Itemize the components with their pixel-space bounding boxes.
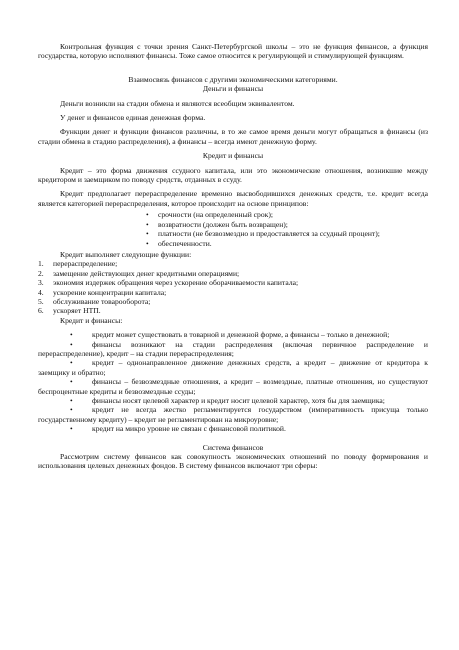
paragraph-credit-redistribution: Кредит предполагает перераспределение временно высвободившихся денежных средств, т.е. кредит всегда является категорией перераспределения, которое происходит на основе принципов: bbox=[38, 189, 428, 208]
list-item: 4. ускорение концентрации капитала; bbox=[38, 287, 167, 297]
list-item: 1. перераспределение; bbox=[38, 259, 118, 269]
principles-list bbox=[38, 210, 428, 248]
paragraph-credit-definition: Кредит – это форма движения ссудного капитала, или это экономические отношения, возникшие между кредитором и заемщиком по поводу средств, отданных в ссуду. bbox=[38, 165, 428, 185]
bullet-icon: • bbox=[70, 339, 73, 349]
list-item: 5. обслуживание товарооборота; bbox=[38, 296, 151, 306]
comparison-item: • кредит может существовать в товарной и денежной форме, а финансы – только в денежной; bbox=[70, 330, 390, 340]
bullet-icon: • bbox=[70, 424, 73, 434]
comparison-item: • кредит – однонаправленное движение денежных средств, а кредит – движение от кредитора к заемщику и обратно; bbox=[38, 358, 428, 377]
functions-list bbox=[38, 259, 428, 315]
list-item: • возвратности (должен быть возвращен); bbox=[146, 219, 288, 229]
list-item: 6. ускоряет НТП. bbox=[38, 306, 101, 316]
bullet-icon: • bbox=[146, 210, 149, 220]
bullet-icon: • bbox=[146, 219, 149, 229]
section-title-finance-system: Система финансов bbox=[202, 442, 264, 452]
bullet-icon: • bbox=[70, 330, 73, 340]
section-title-relations: Взаимосвязь финансов с другими экономическими категориями. bbox=[128, 74, 338, 84]
intro-paragraph: Контрольная функция с точки зрения Санкт-Петербургской школы – это не функция финансов, а функция государства, которую исполняют финансы. Тоже самое относится к регулирующей и стимулирующей функциям. bbox=[38, 42, 428, 61]
document-body bbox=[38, 42, 428, 471]
bullet-icon: • bbox=[70, 377, 73, 387]
paragraph-money-origin: Деньги возникли на стадии обмена и являются всеобщим эквивалентом. bbox=[60, 98, 295, 108]
list-item: • платности (не безвозмездно и предоставляется за ссудный процент); bbox=[146, 229, 380, 239]
bullet-icon: • bbox=[146, 238, 149, 248]
functions-intro: Кредит выполняет следующие функции: bbox=[60, 249, 192, 259]
bullet-icon: • bbox=[146, 229, 149, 239]
comparison-item: • финансы носят целевой характер и кредит носит целевой характер, хотя бы для заемщика; bbox=[70, 396, 385, 405]
paragraph-money-functions: Функции денег и функции финансов различны, в то же самое время деньги могут обращаться в финансы (из стадии обмена в стадию распределения), а финансы – всегда имеют денежную форму. bbox=[38, 127, 428, 146]
subsection-title-money-finance: Деньги и финансы bbox=[202, 84, 264, 94]
list-item: 3. экономия издержек обращения через ускорение оборачиваемости капитала; bbox=[38, 278, 299, 288]
credit-and-finance-heading: Кредит и финансы: bbox=[60, 315, 123, 325]
comparison-item: • финансы – безвозмездные отношения, а кредит – возмездные, платные отношения, но существуют беспроцентные кредиты и безвозмездные ссуды; bbox=[38, 377, 428, 396]
list-item: • срочности (на определенный срок); bbox=[146, 210, 273, 220]
bullet-icon: • bbox=[70, 405, 73, 415]
list-item: 2. замещение действующих денег кредитными операциями; bbox=[38, 268, 240, 278]
comparison-item: • финансы возникают на стадии распределения (включая первичное распределение и перераспределение), кредит – на стадии перераспределения; bbox=[38, 339, 428, 358]
paragraph-money-form: У денег и финансов единая денежная форма. bbox=[60, 113, 206, 123]
paragraph-finance-system: Рассмотрим систему финансов как совокупность экономических отношений по поводу формирования и использования целевых денежных фондов. В систему финансов включают три сферы: bbox=[38, 452, 428, 471]
comparison-item: • кредит не всегда жестко регламентируется государством (императивность присуща только государственному кредиту) – кредит не регламентирован на микроуровне; bbox=[38, 405, 428, 424]
comparison-item: • кредит на микро уровне не связан с финансовой политикой. bbox=[70, 424, 286, 434]
list-item: • обеспеченности. bbox=[146, 238, 212, 248]
bullet-icon: • bbox=[70, 358, 73, 368]
section-title-credit-finance: Кредит и финансы bbox=[202, 151, 264, 161]
bullet-icon: • bbox=[70, 396, 73, 405]
